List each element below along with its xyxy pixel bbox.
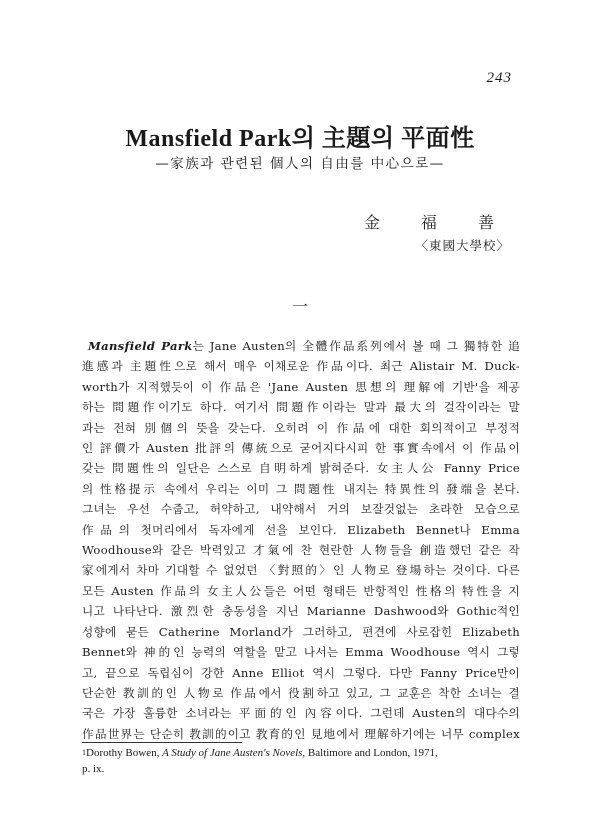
footnote-publication: , Baltimore and London, 1971, [302,747,438,759]
body-line: 고, 끝으로 독립심이 강한 Anne Elliot 역시 그렇다. 다만 Fanny Price만이 [82,665,520,680]
author-name: 金 福 善 [363,213,512,232]
body-line: 니고 나타난다. 激烈한 충동성을 지닌 Marianne Dashwood와 Gothic적인 [82,604,520,619]
body-line: 국은 가장 훌륭한 소녀라는 平面的인 內容이다. 그런데 Austen의 대다수의 [82,706,520,721]
body-line: 모든 Austen 作品의 女主人公들은 어떤 형태든 반항적인 性格의 特性을 지 [82,583,520,598]
article-subtitle: —家族과 관련된 個人의 自由를 中心으로— [155,156,445,172]
body-line [82,336,520,356]
body-line: 하는 問題作이기도 하다. 여기서 問題作이라는 말과 最大의 걸작이라는 말 [82,400,520,415]
footnote [82,745,520,777]
body-line: 의 性格提示 속에서 우리는 이미 그 問題性 내지는 特異性의 發端을 본다. [82,481,520,496]
body-line: 家에게서 차마 기대할 수 없었던 〈對照的〉인 人物로 登場하는 것이다. 다른 [82,563,520,578]
article-title: Mansfield Park의 主題의 平面性 [125,126,475,152]
footnote-mark: 1 [82,748,86,757]
body-line: 進感과 主題性으로 해서 매우 이채로운 作品이다. 최근 Alistair M. Duck- [82,359,520,374]
footnote-page: p. ix. [82,763,105,775]
page-number: 243 [486,70,512,86]
body-line: 단순한 教訓的인 人物로 作品에서 役割하고 있고, 그 교훈은 착한 소녀는 결 [82,685,520,700]
body-line: Bennet와 神的인 능력의 역할을 맡고 나서는 Emma Woodhouse 역시 그렇 [82,645,520,660]
body-line: 作品의 첫머리에서 독자에게 선을 보인다. Elizabeth Bennet나 Emma [82,522,520,537]
italic-work-title: Mansfield Park [88,339,193,353]
author-affiliation: 〈東國大學校〉 [415,238,510,253]
body-line-text: 는 Jane Austen의 全體作品系列에서 볼 때 그 獨特한 追 [192,339,520,353]
body-line: 그녀는 우선 수줍고, 허약하고, 내약해서 거의 보잘것없는 초라한 모습으로 [82,502,520,517]
body-line: 作品世界는 단순히 教訓的이고 教育的인 見地에서 理解하기에는 너무 complex [82,726,520,741]
body-line: 과는 전혀 別個의 뜻을 갖는다. 오히려 이 作品에 대한 회의적이고 부정적 [82,420,520,435]
body-line: 인 評價가 Austen 批評의 傳統으로 굳어지다시피 한 事實속에서 이 作品이 [82,441,520,456]
body-paragraph [82,336,520,744]
section-number: 一 [291,297,308,316]
body-line: 성향에 묻든 Catherine Morland가 그러하고, 편견에 사로잡힌 Elizabeth [82,624,520,639]
footnote-divider [82,742,242,743]
footnote-line [82,745,520,761]
body-line: 갖는 問題性의 일단은 스스로 自明하게 밝혀준다. 女主人公 Fanny Price [82,461,520,476]
footnote-book-title: A Study of Jane Austen's Novels [162,747,303,759]
footnote-author: Dorothy Bowen, [86,747,163,759]
body-line: Woodhouse와 같은 박력있고 才氣에 찬 현란한 人物들을 創造했던 같은 작 [82,543,520,558]
body-line: worth가 지적했듯이 이 作品은 'Jane Austen 思想의 理解에 기반'을 제공 [82,379,520,394]
